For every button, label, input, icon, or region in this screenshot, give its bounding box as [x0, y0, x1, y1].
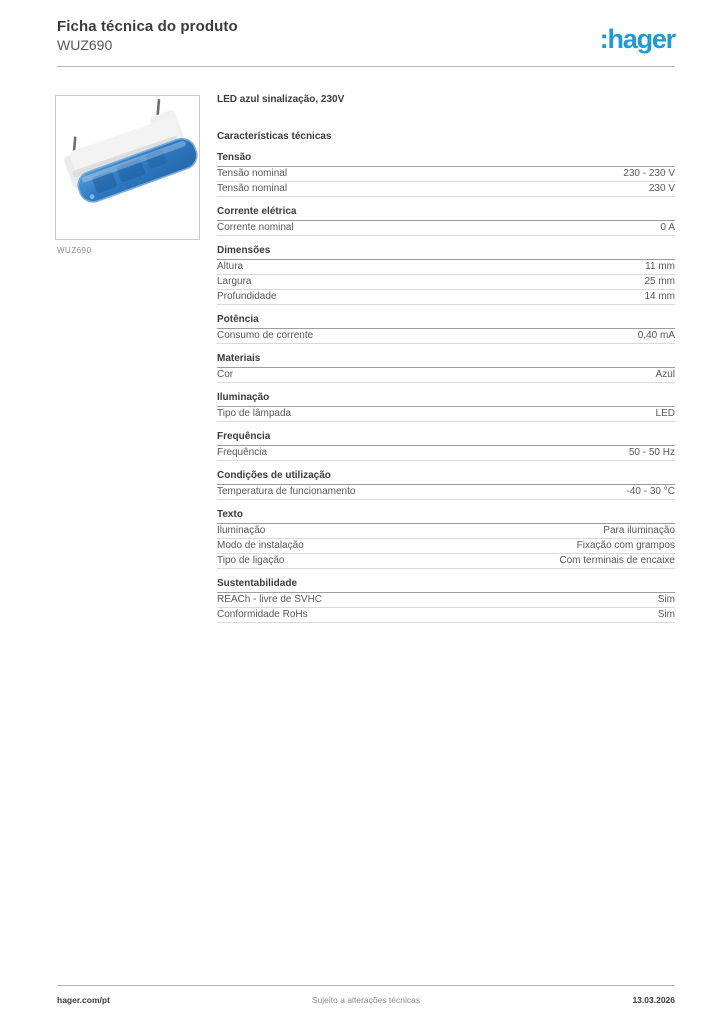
spec-row-label: Largura: [217, 276, 252, 287]
spec-sections: [217, 152, 675, 623]
spec-row: [217, 221, 675, 236]
hager-logo: :hager: [599, 24, 675, 54]
spec-section-title: Tensão: [217, 152, 675, 167]
spec-section: [217, 314, 675, 344]
spec-row-value: 230 V: [648, 183, 675, 194]
spec-row: [217, 167, 675, 182]
spec-row-value: Azul: [655, 369, 675, 380]
spec-row-label: Consumo de corrente: [217, 330, 314, 341]
spec-row-value: 0 A: [660, 222, 675, 233]
spec-row-value: 50 - 50 Hz: [628, 447, 675, 458]
right-pin: [156, 99, 160, 116]
spec-row: [217, 524, 675, 539]
spec-section: [217, 431, 675, 461]
spec-row: [217, 290, 675, 305]
header-divider: [57, 66, 675, 67]
spec-row-value: 11 mm: [645, 261, 675, 272]
product-code: WUZ690: [57, 37, 113, 53]
spec-row-label: Tipo de lâmpada: [217, 408, 292, 419]
footer-disclaimer: Sujeito a alterações técnicas: [311, 995, 421, 1005]
spec-section-title: Texto: [217, 509, 675, 524]
spec-section-title: Corrente elétrica: [217, 206, 675, 221]
spec-row: [217, 182, 675, 197]
specs-heading: Características técnicas: [217, 131, 332, 142]
spec-row-label: Tensão nominal: [217, 168, 288, 179]
page-footer: [57, 985, 675, 1005]
spec-row-value: 230 - 230 V: [623, 168, 675, 179]
spec-row-label: Tensão nominal: [217, 183, 288, 194]
spec-section-title: Dimensões: [217, 245, 675, 260]
spec-row-value: Sim: [657, 609, 675, 620]
spec-row-label: Modo de instalação: [217, 540, 304, 551]
spec-row-label: Profundidade: [217, 291, 277, 302]
spec-section: [217, 245, 675, 305]
spec-row: [217, 539, 675, 554]
spec-row: [217, 368, 675, 383]
spec-row-value: -40 - 30 °C: [626, 486, 675, 497]
spec-row-value: Sim: [657, 594, 675, 605]
spec-row-value: 0,40 mA: [637, 330, 675, 341]
spec-section-title: Sustentabilidade: [217, 578, 675, 593]
spec-row: [217, 485, 675, 500]
spec-column: [217, 94, 675, 623]
spec-row-label: Cor: [217, 369, 234, 380]
page-header: [57, 18, 675, 66]
spec-row-label: Conformidade RoHs: [217, 609, 308, 620]
footer-website-link[interactable]: hager.com/pt: [57, 995, 110, 1005]
spec-section: [217, 392, 675, 422]
spec-row: [217, 593, 675, 608]
footer-date: 13.03.2026: [632, 995, 675, 1005]
spec-row: [217, 608, 675, 623]
spec-row-value: 14 mm: [644, 291, 675, 302]
spec-row-label: Temperatura de funcionamento: [217, 486, 356, 497]
spec-section: [217, 470, 675, 500]
spec-section-title: Potência: [217, 314, 675, 329]
spec-row-label: Tipo de ligação: [217, 555, 285, 566]
header-title-block: [57, 18, 238, 54]
spec-row-label: Corrente nominal: [217, 222, 294, 233]
spec-section-title: Frequência: [217, 431, 675, 446]
spec-section: [217, 152, 675, 197]
product-image-caption: WUZ690: [57, 246, 92, 255]
spec-section: [217, 509, 675, 569]
spec-row: [217, 275, 675, 290]
product-name: LED azul sinalização, 230V: [217, 94, 345, 105]
spec-section-title: Materiais: [217, 353, 675, 368]
spec-section-title: Iluminação: [217, 392, 675, 407]
spec-row-value: 25 mm: [644, 276, 675, 287]
spec-row-value: LED: [655, 408, 675, 419]
product-image-frame: [55, 95, 200, 240]
document-title: Ficha técnica do produto: [57, 18, 238, 35]
spec-row-value: Para iluminação: [603, 525, 675, 536]
spec-row-label: Frequência: [217, 447, 268, 458]
spec-row-label: Iluminação: [217, 525, 266, 536]
spec-row-value: Com terminais de encaixe: [559, 555, 675, 566]
spec-row: [217, 329, 675, 344]
spec-row: [217, 260, 675, 275]
spec-row-value: Fixação com grampos: [576, 540, 675, 551]
spec-section-title: Condições de utilização: [217, 470, 675, 485]
spec-row-label: REACh - livre de SVHC: [217, 594, 323, 605]
spec-section: [217, 578, 675, 623]
spec-row-label: Altura: [217, 261, 244, 272]
spec-row: [217, 446, 675, 461]
spec-row: [217, 407, 675, 422]
spec-section: [217, 206, 675, 236]
spec-row: [217, 554, 675, 569]
spec-section: [217, 353, 675, 383]
product-image: [56, 96, 199, 239]
